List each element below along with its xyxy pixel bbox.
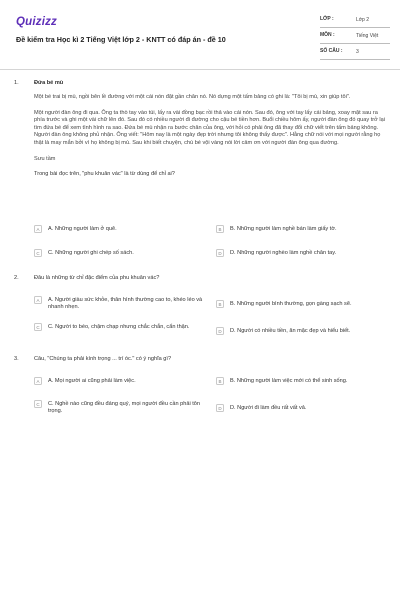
option-text: D. Những người nghèo làm nghề chân tay.: [230, 249, 337, 256]
header: [0, 0, 400, 70]
quizizz-logo[interactable]: Quizizz: [16, 16, 58, 28]
option-text: D. Người đi làm đều rất vất vả.: [230, 404, 307, 411]
meta-row-class: [320, 14, 390, 28]
document-title: Đề kiểm tra Học kì 2 Tiếng Việt lớp 2 - KNTT có đáp án - đề 10: [16, 35, 226, 44]
option-key-box: D: [216, 404, 224, 412]
option-text: B. Những người bình thường, gọn gàng sạch sẽ.: [230, 300, 352, 307]
option-text: A. Người giàu sức khỏe, thân hình thường cao to, khéo léo và nhanh nhẹn.: [48, 296, 203, 310]
meta-row-count: [320, 46, 390, 60]
option-text: B. Những người làm nghề bán làm giấy tờ.: [230, 225, 337, 232]
question-text: Câu, "Chúng ta phải kính trọng ... trí óc." có ý nghĩa gì?: [34, 356, 172, 362]
question-body: [34, 80, 386, 179]
meta-label: LỚP :: [320, 16, 334, 22]
option-key-box: A: [34, 296, 42, 304]
option-text: A. Mọi người ai cũng phải làm việc.: [48, 377, 136, 384]
question-number: 2.: [14, 275, 19, 281]
option-text: C. Nghề nào cũng đều đáng quý, mọi người đều cần phải tôn trọng.: [48, 400, 201, 414]
question-body: [34, 356, 386, 364]
meta-label: SỐ CÂU :: [320, 48, 343, 54]
question-number: 3.: [14, 356, 19, 362]
option-key-box: D: [216, 327, 224, 335]
passage-source: Sưu tầm: [34, 155, 56, 162]
meta-value: Lớp 2: [356, 17, 370, 23]
option-key-box: C: [34, 323, 42, 331]
meta-info: [320, 14, 390, 62]
option-text: A. Những người làm ở quê.: [48, 225, 117, 232]
meta-value: Tiếng Việt: [356, 33, 379, 39]
passage-title: Đứa bé mù: [34, 80, 64, 86]
option-key-box: A: [34, 377, 42, 385]
meta-value: 3: [356, 49, 359, 55]
option-key-box: B: [216, 300, 224, 308]
passage-paragraph: Một người đàn ông đi qua. Ông ta thò tay vào túi, lấy ra vài đồng bạc rồi thả vào cái nón. Sau đó, ông với tay lấy cái bảng, xoay mặt sau ra phía trước và ghi một vài chữ lên đó. Sau đó có nhiều người đi đường cho cậu bé tiền hơn. Buổi chiều hôm ấy, người đàn ông đó quay trở lại tìm đứa bé để xem tình hình ra sao. Đứa bé mù nhận ra bước chân của ông, với hỏi có phải ông đã thay đổi chữ viết trên tấm bảng không. Người đàn ông không phủ nhận. Ông viết: "Hôm nay là một ngày đẹp trời nhưng tôi không thấy được". Hằng chữ nói với mọi người rằng họ thật là may mắn bởi vì họ không bị mù. Sau khi biết chuyện, chú bé vội vàng nói lời cảm ơn với người đàn ông qua đường.: [34, 109, 385, 146]
option-key-box: A: [34, 225, 42, 233]
option-text: C. Người to béo, chậm chạp nhưng chắc chắn, cẩn thận.: [48, 323, 190, 330]
question-body: [34, 275, 386, 283]
option-key-box: C: [34, 400, 42, 408]
option-key-box: B: [216, 377, 224, 385]
option-text: C. Những người ghi chép số sách.: [48, 249, 134, 256]
option-key-box: C: [34, 249, 42, 257]
passage-paragraph: Một bé trai bị mù, ngồi bên lề đường với một cái nón đặt gần chân nó. Nó dựng một tấm bảng có ghi là: "Tôi bị mù, xin giúp tôi".: [34, 94, 351, 100]
option-key-box: D: [216, 249, 224, 257]
option-text: B. Những người làm việc mới có thể sinh sống.: [230, 377, 348, 384]
meta-label: MÔN :: [320, 32, 335, 38]
option-key-box: B: [216, 225, 224, 233]
question-number: 1.: [14, 80, 19, 86]
meta-row-subject: [320, 30, 390, 44]
question-text: Đâu là những từ chỉ đặc điểm của phu khuân vác?: [34, 275, 160, 281]
question-text: Trong bài đọc trên, "phu khuân vác" là từ dùng để chỉ ai?: [34, 171, 175, 178]
option-text: D. Người có nhiều tiền, ăn mặc đẹp và hiểu biết.: [230, 327, 351, 334]
header-divider: [0, 69, 400, 70]
